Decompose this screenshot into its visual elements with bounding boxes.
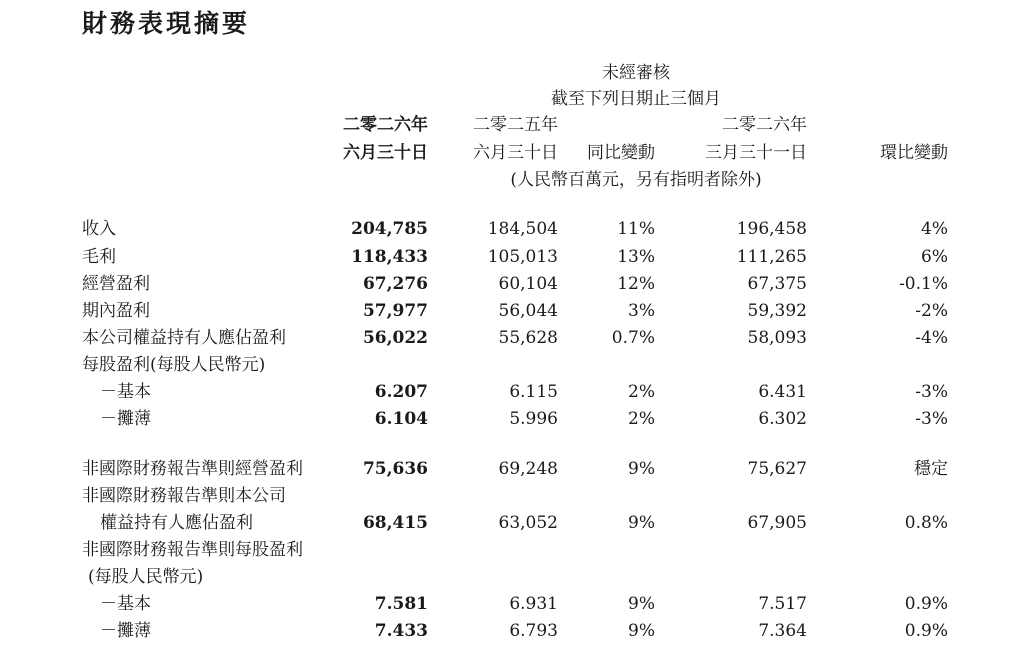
value-col5: 穩定 [914,459,948,479]
header-col2-line1: 二零二五年 [473,115,558,135]
table-row [0,456,1024,482]
value-col1: 204,785 [351,219,428,239]
value-col1: 7.581 [374,594,428,614]
value-col1: 75,636 [362,459,428,479]
value-col2: 6.115 [509,382,558,402]
value-col3: 0.7% [611,328,655,348]
table-row [0,564,1024,590]
row-label: －基本 [100,382,151,402]
value-col2: 6.793 [509,621,558,641]
row-label: 權益持有人應佔盈利 [100,513,253,533]
value-col2: 105,013 [487,247,558,267]
row-label: 每股盈利(每股人民幣元) [82,355,266,375]
value-col5: 6% [921,247,948,267]
value-col5: -4% [915,328,948,348]
header-col2-line2: 六月三十日 [473,143,558,163]
row-label: 非國際財務報告準則經營盈利 [82,459,303,479]
header-col5: 環比變動 [880,143,948,163]
value-col1: 118,433 [351,247,428,267]
value-col2: 60,104 [498,274,558,294]
row-label: 本公司權益持有人應佔盈利 [82,328,286,348]
value-col5: 4% [921,219,948,239]
value-col3: 9% [628,621,655,641]
value-col2: 6.931 [509,594,558,614]
value-col4: 111,265 [736,247,807,267]
value-col3: 9% [628,459,655,479]
header-unit: (人民幣百萬元，另有指明者除外) [510,170,762,190]
value-col1: 57,977 [362,301,428,321]
table-row [0,483,1024,509]
value-col1: 68,415 [362,513,428,533]
table-row [0,618,1024,644]
value-col4: 6.302 [758,409,807,429]
value-col4: 58,093 [747,328,807,348]
row-label: 收入 [82,219,116,239]
value-col3: 12% [617,274,655,294]
table-row [0,591,1024,617]
value-col2: 184,504 [487,219,558,239]
row-label: (每股人民幣元) [88,567,204,587]
value-col1: 56,022 [362,328,428,348]
value-col4: 7.517 [758,594,807,614]
header-col4-line1: 二零二六年 [722,115,807,135]
value-col4: 67,375 [747,274,807,294]
value-col5: 0.9% [904,594,948,614]
table-row [0,244,1024,270]
value-col3: 9% [628,513,655,533]
table-row [0,379,1024,405]
header-col4-line2: 三月三十一日 [705,143,807,163]
value-col3: 2% [628,382,655,402]
table-row [0,510,1024,536]
row-label: 毛利 [82,247,116,267]
header-period: 截至下列日期止三個月 [551,89,721,109]
value-col5: -3% [915,382,948,402]
row-label: 非國際財務報告準則本公司 [82,486,286,506]
value-col3: 2% [628,409,655,429]
row-label: －攤薄 [100,621,151,641]
value-col5: 0.8% [904,513,948,533]
header-col1-line1: 二零二六年 [343,115,428,135]
page-title: 財務表現摘要 [82,9,251,38]
table-row [0,537,1024,563]
row-label: 期內盈利 [82,301,150,321]
value-col2: 5.996 [509,409,558,429]
value-col4: 196,458 [736,219,807,239]
value-col3: 13% [617,247,655,267]
row-label: －基本 [100,594,151,614]
row-label: －攤薄 [100,409,151,429]
value-col1: 7.433 [374,621,428,641]
value-col2: 69,248 [498,459,558,479]
table-row [0,271,1024,297]
value-col4: 67,905 [747,513,807,533]
value-col4: 59,392 [747,301,807,321]
header-unaudited: 未經審核 [602,63,670,83]
value-col5: -2% [915,301,948,321]
value-col1: 67,276 [362,274,428,294]
table-row [0,406,1024,432]
value-col3: 9% [628,594,655,614]
value-col3: 3% [628,301,655,321]
value-col5: -3% [915,409,948,429]
table-row [0,298,1024,324]
value-col2: 63,052 [498,513,558,533]
value-col2: 55,628 [498,328,558,348]
value-col4: 75,627 [747,459,807,479]
table-row [0,352,1024,378]
value-col2: 56,044 [498,301,558,321]
value-col5: -0.1% [899,274,948,294]
table-row [0,216,1024,242]
header-col1-line2: 六月三十日 [343,143,428,163]
value-col5: 0.9% [904,621,948,641]
row-label: 非國際財務報告準則每股盈利 [82,540,303,560]
value-col1: 6.104 [374,409,428,429]
row-label: 經營盈利 [82,274,150,294]
value-col3: 11% [617,219,655,239]
value-col4: 6.431 [758,382,807,402]
header-col3: 同比變動 [587,143,655,163]
table-row [0,325,1024,351]
value-col1: 6.207 [374,382,428,402]
value-col4: 7.364 [758,621,807,641]
